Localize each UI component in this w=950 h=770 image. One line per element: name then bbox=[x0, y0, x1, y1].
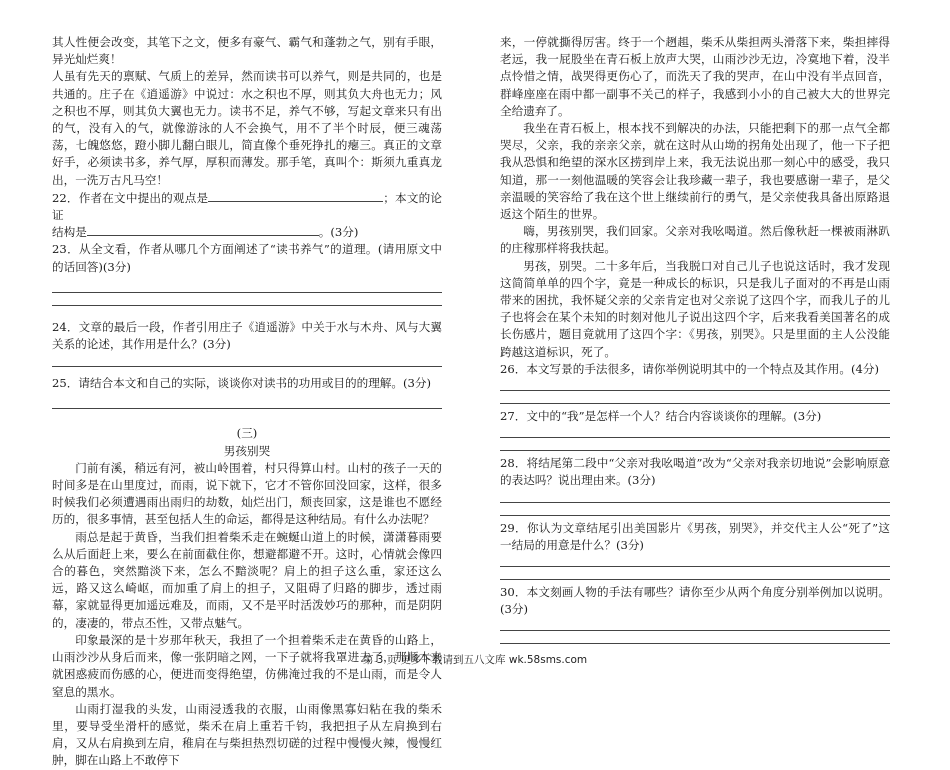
answer-line[interactable] bbox=[500, 554, 890, 567]
story-paragraph: 雨总是起于黄昏，当我们担着柴禾走在蜿蜒山道上的时候，潇潇暮雨要么从后面赶上来，要么在前面截住你，想避都避不开。这时，心情就会像四合的暮色，突然黯淡下来，怎么不黯淡呢？肩上的担子这么重，家还这么远，路又这么崎岖，而加重了肩上的担子，又阻碍了归路的脚步，透过雨幕，家就显得更加遥远难及，而雨，又不是平时活泼妙巧的那种，而是阴阴的，凄凄的，带点丕性，又带点魅气。 bbox=[52, 529, 442, 630]
question-22: 22．作者在文中提出的观点是 ；本文的论证 bbox=[52, 190, 442, 223]
question-28: 28．将结尾第二段中“父亲对我吆喝道”改为“父亲对我亲切地说”会影响原意的表达吗？说出理由来。(3分) bbox=[500, 456, 890, 488]
story-paragraph: 门前有溪，稍远有河，被山岭围着，村只得算山村。山村的孩子一天的时间多是在山里度过，而雨，说下就下，它才不管你回没回家，这样，很多时候我们必须遭遇雨出雨归的劫数，灿烂出门，颓丧回家，这是谁也不愿经历的，很多事情，甚至包括人生的命运，都得是这种结局。有什么办法呢？ bbox=[52, 460, 442, 527]
answer-line[interactable] bbox=[500, 503, 890, 516]
answer-line[interactable] bbox=[52, 293, 442, 306]
answer-line[interactable] bbox=[500, 631, 890, 644]
answer-line[interactable] bbox=[500, 618, 890, 631]
story-title: 男孩别哭 bbox=[223, 443, 271, 458]
story-paragraph: 印象最深的是十岁那年秋天，我担了一个担着柴禾走在黄昏的山路上，山雨沙沙从身后而来，像一张阴暗之网，一下子就将我罩进去了，那顺本来就困惑疲而伤感的心，便进而变得绝望，仿佛淹过我的不是山雨，而是令人窒息的黑水。 bbox=[52, 632, 442, 699]
answer-line[interactable] bbox=[500, 438, 890, 451]
answer-line[interactable] bbox=[500, 425, 890, 438]
page-footer: 第 3 页 更多下载请到五八文库 wk.58sms.com bbox=[362, 654, 588, 666]
question-26: 26．本文写景的手法很多，请你举例说明其中的一个特点及其作用。(4分) bbox=[500, 361, 879, 376]
story-paragraph: 男孩，别哭。二十多年后，当我脱口对自己儿子也说这话时，我才发现这简简单单的四个字，竟是一种成长的标识，只是我儿子面对的不再是山雨带来的困扰，我怀疑父亲的父亲肯定也对父亲说了这四个字，而我儿子的儿子也将会在某个未知的时刻对他儿子说出这四个字，后来我看美国著名的成长伤感片，题目竟就用了这四个字：《男孩，别哭》。只是里面的主人公没能跨越这道标识，死了。 bbox=[500, 258, 890, 359]
answer-line[interactable] bbox=[52, 396, 442, 409]
section-number: (三) bbox=[236, 426, 258, 441]
answer-line[interactable] bbox=[52, 354, 442, 367]
essay-paragraph: 人虽有先天的禀赋、气质上的差异，然而读书可以养气，则是共同的，也是共通的。庄子在《逍遥游》中说过：水之积也不厚，则其负大舟也无力；风之积也不厚，则其负大翼也无力。读书不足，养气不够，写起文章来只有出的气，没有入的气，就像游泳的人不会换气，用不了半个时辰，便三魂荡荡，七魄悠悠，蹬小脚儿翻白眼儿，简直像个垂死挣扎的瘪三。真正的文章好手，必须读书多，养气厚，厚积而薄发。那手笔，真叫个：斯须九重真龙出，一洗万古凡马空！ bbox=[52, 69, 442, 187]
answer-line[interactable] bbox=[500, 391, 890, 404]
answer-blank[interactable] bbox=[87, 225, 319, 236]
story-paragraph: 我坐在青石板上，根本找不到解决的办法，只能把剩下的那一点气全都哭尽，父亲，我的亲亲父亲，就在这时从山坳的拐角处出现了，他一下子把我从恐惧和绝望的深水区捞到岸上来，我无法说出那一刻心中的感受，我只知道，那一一刻他温暖的笑容会让我珍藏一辈子，我也要感谢一辈子，是父亲温暖的笑容给了我在这个世上继续前行的勇气，是父亲使我具备出原路退返这个陌生的世界。 bbox=[500, 121, 890, 222]
question-29: 29．你认为文章结尾引出美国影片《男孩，别哭》，并交代主人公“死了”这一结局的用意是什么？(3分) bbox=[500, 520, 890, 552]
essay-paragraph: 其人性便会改变，其笔下之文，便多有豪气、霸气和蓬勃之气，别有手眼，异光灿烂爽！ bbox=[52, 35, 442, 67]
story-paragraph: 来，一停就撕得厉害。终于一个趔趄，柴禾从柴担两头滑落下来，柴担摔得老远，我一屁股坐在青石板上放声大哭，山雨沙沙无边，冷寞地下着，没半点怜惜之情，战哭得更伤心了，而洗天了我的哭声，在山中没有半点回音，群峰座座在雨中都一副事不关己的样子，我感到小小的自己被大大的世界完全给遗弃了。 bbox=[500, 35, 890, 118]
question-22-cont: 结构是 。(3分) bbox=[52, 225, 359, 240]
story-paragraph: 山雨打湿我的头发，山雨浸透我的衣服，山雨像黑寡妇粘在我的柴禾里，要导受坐滑杆的感觉，柴禾在肩上重若千钧，我把担子从左肩换到右肩，又从右肩换到左肩，稚肩在与柴担热烈切磋的过程中慢慢火辣，慢慢红肿，脚在山路上不敢停下 bbox=[52, 701, 442, 768]
story-paragraph: 嗨，男孩别哭，我们回家。父亲对我吆喝道。然后像秋赶一棵被雨淋趴的庄稼那样将我扶起。 bbox=[500, 224, 890, 256]
answer-line[interactable] bbox=[500, 490, 890, 503]
question-23: 23．从全文看，作者从哪几个方面阐述了“读书养气”的道理。(请用原文中的话回答)(3分) bbox=[52, 242, 442, 274]
answer-blank[interactable] bbox=[208, 191, 383, 202]
question-25: 25．请结合本文和自己的实际，谈谈你对读书的功用或目的的理解。(3分) bbox=[52, 376, 431, 391]
question-30: 30．本文刻画人物的手法有哪些？请你至少从两个角度分别举例加以说明。(3分) bbox=[500, 585, 890, 617]
answer-line[interactable] bbox=[500, 378, 890, 391]
answer-line[interactable] bbox=[52, 280, 442, 293]
question-27: 27．文中的“我”是怎样一个人？结合内容谈谈你的理解。(3分) bbox=[500, 409, 822, 424]
right-column bbox=[500, 34, 890, 644]
answer-line[interactable] bbox=[500, 567, 890, 580]
question-24: 24．文章的最后一段，作者引用庄子《逍遥游》中关于水与木舟、风与大翼关系的论述，其作用是什么？(3分) bbox=[52, 319, 442, 352]
